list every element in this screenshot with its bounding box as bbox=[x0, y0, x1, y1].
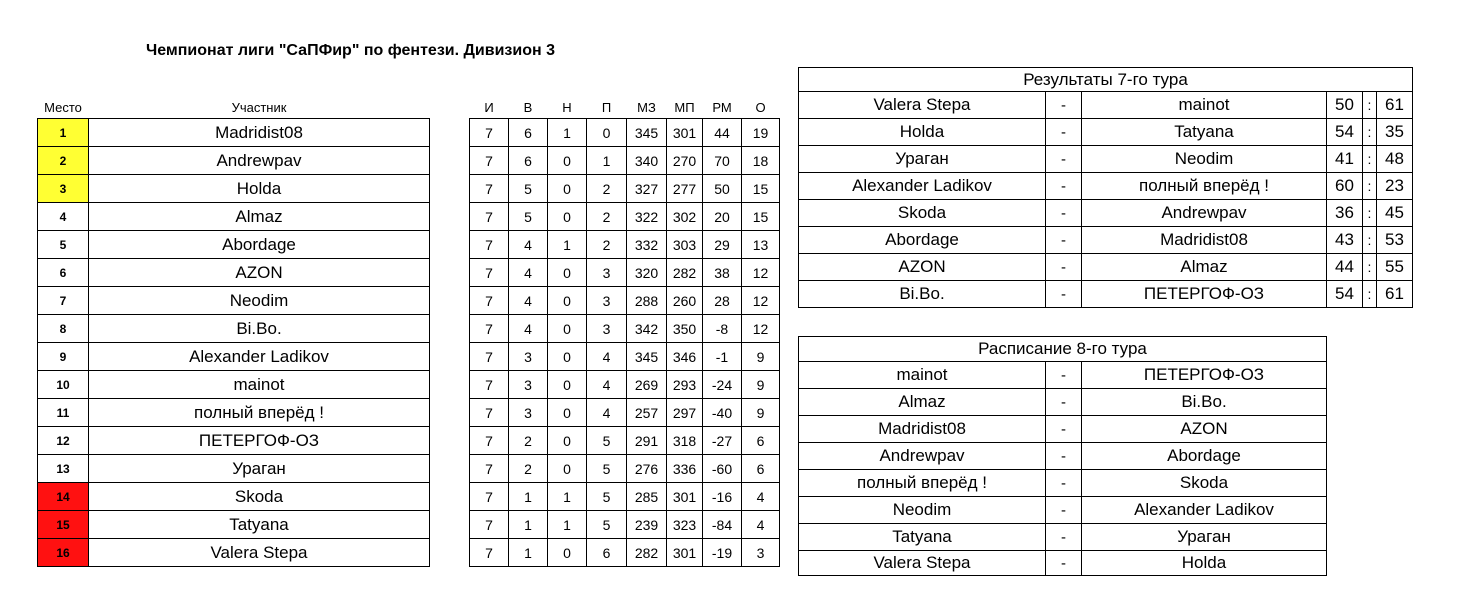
place-cell: 9 bbox=[38, 343, 89, 371]
round-7-results-table bbox=[798, 67, 1413, 308]
vs-dash: - bbox=[1046, 497, 1082, 524]
conceded-cell: 336 bbox=[667, 455, 703, 483]
player-name: Madridist08 bbox=[89, 119, 430, 147]
away-team: Abordage bbox=[1082, 443, 1327, 470]
standings-row bbox=[38, 147, 780, 175]
vs-dash: - bbox=[1046, 173, 1082, 200]
vs-dash: - bbox=[1046, 551, 1082, 576]
conceded-cell: 293 bbox=[667, 371, 703, 399]
home-score: 36 bbox=[1327, 200, 1363, 227]
won-cell: 3 bbox=[509, 343, 548, 371]
place-cell: 2 bbox=[38, 147, 89, 175]
lost-cell: 2 bbox=[587, 175, 627, 203]
schedule-row bbox=[799, 443, 1327, 470]
place-cell: 13 bbox=[38, 455, 89, 483]
away-score: 45 bbox=[1377, 200, 1413, 227]
draw-cell: 0 bbox=[548, 259, 587, 287]
home-team: Holda bbox=[799, 119, 1046, 146]
schedule-row bbox=[799, 362, 1327, 389]
player-name: ПЕТЕРГОФ-ОЗ bbox=[89, 427, 430, 455]
score-separator: : bbox=[1363, 119, 1377, 146]
away-team: Andrewpav bbox=[1082, 200, 1327, 227]
header-conceded: МП bbox=[674, 100, 695, 115]
away-score: 48 bbox=[1377, 146, 1413, 173]
standings-row bbox=[38, 371, 780, 399]
lost-cell: 2 bbox=[587, 231, 627, 259]
away-team: Alexander Ladikov bbox=[1082, 497, 1327, 524]
draw-cell: 0 bbox=[548, 287, 587, 315]
home-score: 43 bbox=[1327, 227, 1363, 254]
conceded-cell: 323 bbox=[667, 511, 703, 539]
standings-row bbox=[38, 259, 780, 287]
points-cell: 15 bbox=[742, 203, 780, 231]
place-cell: 8 bbox=[38, 315, 89, 343]
lost-cell: 5 bbox=[587, 511, 627, 539]
result-row bbox=[799, 200, 1413, 227]
header-scored: МЗ bbox=[637, 100, 656, 115]
lost-cell: 3 bbox=[587, 287, 627, 315]
vs-dash: - bbox=[1046, 119, 1082, 146]
won-cell: 4 bbox=[509, 315, 548, 343]
scored-cell: 345 bbox=[627, 343, 667, 371]
place-cell: 14 bbox=[38, 483, 89, 511]
away-score: 35 bbox=[1377, 119, 1413, 146]
won-cell: 3 bbox=[509, 399, 548, 427]
draw-cell: 0 bbox=[548, 147, 587, 175]
player-name: Ураган bbox=[89, 455, 430, 483]
draw-cell: 1 bbox=[548, 231, 587, 259]
schedule-row bbox=[799, 389, 1327, 416]
draw-cell: 1 bbox=[548, 119, 587, 147]
points-cell: 12 bbox=[742, 315, 780, 343]
home-score: 50 bbox=[1327, 92, 1363, 119]
player-name: Neodim bbox=[89, 287, 430, 315]
schedule-row bbox=[799, 551, 1327, 576]
points-cell: 12 bbox=[742, 259, 780, 287]
points-cell: 15 bbox=[742, 175, 780, 203]
home-team: Neodim bbox=[799, 497, 1046, 524]
home-team: Ураган bbox=[799, 146, 1046, 173]
played-cell: 7 bbox=[470, 427, 509, 455]
schedule-row bbox=[799, 524, 1327, 551]
played-cell: 7 bbox=[470, 399, 509, 427]
scored-cell: 288 bbox=[627, 287, 667, 315]
conceded-cell: 282 bbox=[667, 259, 703, 287]
away-team: mainot bbox=[1082, 92, 1327, 119]
player-name: Andrewpav bbox=[89, 147, 430, 175]
played-cell: 7 bbox=[470, 315, 509, 343]
header-won: В bbox=[523, 100, 533, 115]
player-name: Skoda bbox=[89, 483, 430, 511]
diff-cell: -1 bbox=[703, 343, 742, 371]
schedule-row bbox=[799, 416, 1327, 443]
lost-cell: 5 bbox=[587, 483, 627, 511]
lost-cell: 5 bbox=[587, 455, 627, 483]
away-team: Holda bbox=[1082, 551, 1327, 576]
lost-cell: 6 bbox=[587, 539, 627, 567]
draw-cell: 0 bbox=[548, 175, 587, 203]
header-player: Участник bbox=[231, 100, 287, 115]
round-8-schedule-table bbox=[798, 336, 1327, 576]
home-team: Abordage bbox=[799, 227, 1046, 254]
away-team: полный вперёд ! bbox=[1082, 173, 1327, 200]
points-cell: 4 bbox=[742, 483, 780, 511]
player-name: Abordage bbox=[89, 231, 430, 259]
away-team: Skoda bbox=[1082, 470, 1327, 497]
home-team: Tatyana bbox=[799, 524, 1046, 551]
standings-row bbox=[38, 175, 780, 203]
played-cell: 7 bbox=[470, 259, 509, 287]
player-name: Bi.Bo. bbox=[89, 315, 430, 343]
diff-cell: 20 bbox=[703, 203, 742, 231]
diff-cell: 50 bbox=[703, 175, 742, 203]
vs-dash: - bbox=[1046, 200, 1082, 227]
away-team: Madridist08 bbox=[1082, 227, 1327, 254]
home-team: Almaz bbox=[799, 389, 1046, 416]
won-cell: 2 bbox=[509, 455, 548, 483]
away-team: AZON bbox=[1082, 416, 1327, 443]
home-team: Valera Stepa bbox=[799, 92, 1046, 119]
results-caption: Результаты 7-го тура bbox=[799, 68, 1413, 92]
diff-cell: 38 bbox=[703, 259, 742, 287]
points-cell: 9 bbox=[742, 399, 780, 427]
vs-dash: - bbox=[1046, 92, 1082, 119]
played-cell: 7 bbox=[470, 511, 509, 539]
conceded-cell: 277 bbox=[667, 175, 703, 203]
lost-cell: 4 bbox=[587, 371, 627, 399]
home-score: 60 bbox=[1327, 173, 1363, 200]
away-score: 61 bbox=[1377, 92, 1413, 119]
page-title: Чемпионат лиги "СаПФир" по фентези. Дивизион 3 bbox=[146, 42, 555, 59]
won-cell: 1 bbox=[509, 483, 548, 511]
vs-dash: - bbox=[1046, 362, 1082, 389]
lost-cell: 3 bbox=[587, 259, 627, 287]
place-cell: 16 bbox=[38, 539, 89, 567]
played-cell: 7 bbox=[470, 343, 509, 371]
vs-dash: - bbox=[1046, 146, 1082, 173]
standings-table bbox=[37, 94, 780, 567]
points-cell: 18 bbox=[742, 147, 780, 175]
played-cell: 7 bbox=[470, 119, 509, 147]
standings-row bbox=[38, 427, 780, 455]
vs-dash: - bbox=[1046, 281, 1082, 308]
diff-cell: -27 bbox=[703, 427, 742, 455]
home-score: 41 bbox=[1327, 146, 1363, 173]
vs-dash: - bbox=[1046, 443, 1082, 470]
schedule-row bbox=[799, 497, 1327, 524]
score-separator: : bbox=[1363, 281, 1377, 308]
played-cell: 7 bbox=[470, 483, 509, 511]
played-cell: 7 bbox=[470, 175, 509, 203]
vs-dash: - bbox=[1046, 254, 1082, 281]
vs-dash: - bbox=[1046, 470, 1082, 497]
result-row bbox=[799, 173, 1413, 200]
won-cell: 6 bbox=[509, 147, 548, 175]
conceded-cell: 301 bbox=[667, 483, 703, 511]
score-separator: : bbox=[1363, 146, 1377, 173]
standings-row bbox=[38, 483, 780, 511]
result-row bbox=[799, 92, 1413, 119]
draw-cell: 1 bbox=[548, 483, 587, 511]
won-cell: 1 bbox=[509, 511, 548, 539]
won-cell: 4 bbox=[509, 287, 548, 315]
played-cell: 7 bbox=[470, 203, 509, 231]
conceded-cell: 350 bbox=[667, 315, 703, 343]
draw-cell: 0 bbox=[548, 315, 587, 343]
result-row bbox=[799, 254, 1413, 281]
result-row bbox=[799, 146, 1413, 173]
home-team: Skoda bbox=[799, 200, 1046, 227]
won-cell: 5 bbox=[509, 203, 548, 231]
scored-cell: 269 bbox=[627, 371, 667, 399]
scored-cell: 320 bbox=[627, 259, 667, 287]
home-team: AZON bbox=[799, 254, 1046, 281]
place-cell: 10 bbox=[38, 371, 89, 399]
standings-row bbox=[38, 203, 780, 231]
diff-cell: -40 bbox=[703, 399, 742, 427]
points-cell: 13 bbox=[742, 231, 780, 259]
won-cell: 1 bbox=[509, 539, 548, 567]
conceded-cell: 297 bbox=[667, 399, 703, 427]
scored-cell: 282 bbox=[627, 539, 667, 567]
played-cell: 7 bbox=[470, 455, 509, 483]
place-cell: 5 bbox=[38, 231, 89, 259]
standings-row bbox=[38, 343, 780, 371]
result-row bbox=[799, 119, 1413, 146]
away-team: ПЕТЕРГОФ-ОЗ bbox=[1082, 281, 1327, 308]
home-team: Andrewpav bbox=[799, 443, 1046, 470]
header-played: И bbox=[484, 100, 494, 115]
played-cell: 7 bbox=[470, 287, 509, 315]
conceded-cell: 260 bbox=[667, 287, 703, 315]
conceded-cell: 270 bbox=[667, 147, 703, 175]
points-cell: 6 bbox=[742, 455, 780, 483]
scored-cell: 342 bbox=[627, 315, 667, 343]
scored-cell: 276 bbox=[627, 455, 667, 483]
standings-row bbox=[38, 455, 780, 483]
conceded-cell: 301 bbox=[667, 539, 703, 567]
header-lost: П bbox=[601, 100, 612, 115]
diff-cell: 44 bbox=[703, 119, 742, 147]
scored-cell: 332 bbox=[627, 231, 667, 259]
won-cell: 2 bbox=[509, 427, 548, 455]
scored-cell: 257 bbox=[627, 399, 667, 427]
place-cell: 15 bbox=[38, 511, 89, 539]
vs-dash: - bbox=[1046, 416, 1082, 443]
player-name: Tatyana bbox=[89, 511, 430, 539]
score-separator: : bbox=[1363, 92, 1377, 119]
diff-cell: -60 bbox=[703, 455, 742, 483]
draw-cell: 0 bbox=[548, 399, 587, 427]
conceded-cell: 318 bbox=[667, 427, 703, 455]
home-team: Valera Stepa bbox=[799, 551, 1046, 576]
score-separator: : bbox=[1363, 227, 1377, 254]
home-score: 44 bbox=[1327, 254, 1363, 281]
scored-cell: 239 bbox=[627, 511, 667, 539]
played-cell: 7 bbox=[470, 539, 509, 567]
away-team: ПЕТЕРГОФ-ОЗ bbox=[1082, 362, 1327, 389]
points-cell: 9 bbox=[742, 371, 780, 399]
home-team: Bi.Bo. bbox=[799, 281, 1046, 308]
points-cell: 9 bbox=[742, 343, 780, 371]
standings-row bbox=[38, 511, 780, 539]
played-cell: 7 bbox=[470, 371, 509, 399]
player-name: mainot bbox=[89, 371, 430, 399]
place-cell: 7 bbox=[38, 287, 89, 315]
draw-cell: 0 bbox=[548, 539, 587, 567]
diff-cell: -8 bbox=[703, 315, 742, 343]
player-name: Alexander Ladikov bbox=[89, 343, 430, 371]
points-cell: 6 bbox=[742, 427, 780, 455]
score-separator: : bbox=[1363, 200, 1377, 227]
lost-cell: 1 bbox=[587, 147, 627, 175]
conceded-cell: 346 bbox=[667, 343, 703, 371]
header-draw: Н bbox=[562, 100, 572, 115]
header-diff: РМ bbox=[712, 100, 732, 115]
place-cell: 12 bbox=[38, 427, 89, 455]
diff-cell: 28 bbox=[703, 287, 742, 315]
home-team: полный вперёд ! bbox=[799, 470, 1046, 497]
won-cell: 4 bbox=[509, 259, 548, 287]
points-cell: 3 bbox=[742, 539, 780, 567]
conceded-cell: 301 bbox=[667, 119, 703, 147]
draw-cell: 0 bbox=[548, 455, 587, 483]
away-score: 61 bbox=[1377, 281, 1413, 308]
standings-row bbox=[38, 287, 780, 315]
player-name: Valera Stepa bbox=[89, 539, 430, 567]
away-team: Tatyana bbox=[1082, 119, 1327, 146]
scored-cell: 322 bbox=[627, 203, 667, 231]
diff-cell: 29 bbox=[703, 231, 742, 259]
score-separator: : bbox=[1363, 173, 1377, 200]
schedule-row bbox=[799, 470, 1327, 497]
lost-cell: 2 bbox=[587, 203, 627, 231]
away-team: Almaz bbox=[1082, 254, 1327, 281]
diff-cell: -16 bbox=[703, 483, 742, 511]
points-cell: 19 bbox=[742, 119, 780, 147]
draw-cell: 0 bbox=[548, 371, 587, 399]
away-team: Bi.Bo. bbox=[1082, 389, 1327, 416]
home-score: 54 bbox=[1327, 119, 1363, 146]
away-score: 23 bbox=[1377, 173, 1413, 200]
diff-cell: -19 bbox=[703, 539, 742, 567]
won-cell: 4 bbox=[509, 231, 548, 259]
conceded-cell: 303 bbox=[667, 231, 703, 259]
place-cell: 3 bbox=[38, 175, 89, 203]
standings-row bbox=[38, 119, 780, 147]
played-cell: 7 bbox=[470, 147, 509, 175]
diff-cell: -24 bbox=[703, 371, 742, 399]
diff-cell: -84 bbox=[703, 511, 742, 539]
result-row bbox=[799, 227, 1413, 254]
scored-cell: 291 bbox=[627, 427, 667, 455]
won-cell: 6 bbox=[509, 119, 548, 147]
place-cell: 4 bbox=[38, 203, 89, 231]
lost-cell: 0 bbox=[587, 119, 627, 147]
diff-cell: 70 bbox=[703, 147, 742, 175]
lost-cell: 5 bbox=[587, 427, 627, 455]
player-name: полный вперёд ! bbox=[89, 399, 430, 427]
vs-dash: - bbox=[1046, 227, 1082, 254]
standings-row bbox=[38, 315, 780, 343]
scored-cell: 285 bbox=[627, 483, 667, 511]
standings-row bbox=[38, 539, 780, 567]
scored-cell: 345 bbox=[627, 119, 667, 147]
standings-row bbox=[38, 231, 780, 259]
draw-cell: 0 bbox=[548, 203, 587, 231]
standings-row bbox=[38, 399, 780, 427]
away-team: Ураган bbox=[1082, 524, 1327, 551]
played-cell: 7 bbox=[470, 231, 509, 259]
away-score: 55 bbox=[1377, 254, 1413, 281]
scored-cell: 327 bbox=[627, 175, 667, 203]
points-cell: 4 bbox=[742, 511, 780, 539]
place-cell: 1 bbox=[38, 119, 89, 147]
lost-cell: 3 bbox=[587, 315, 627, 343]
away-score: 53 bbox=[1377, 227, 1413, 254]
draw-cell: 1 bbox=[548, 511, 587, 539]
home-team: Alexander Ladikov bbox=[799, 173, 1046, 200]
vs-dash: - bbox=[1046, 389, 1082, 416]
standings-header-row bbox=[38, 94, 780, 119]
player-name: Holda bbox=[89, 175, 430, 203]
score-separator: : bbox=[1363, 254, 1377, 281]
conceded-cell: 302 bbox=[667, 203, 703, 231]
place-cell: 6 bbox=[38, 259, 89, 287]
vs-dash: - bbox=[1046, 524, 1082, 551]
player-name: AZON bbox=[89, 259, 430, 287]
player-name: Almaz bbox=[89, 203, 430, 231]
result-row bbox=[799, 281, 1413, 308]
away-team: Neodim bbox=[1082, 146, 1327, 173]
header-place: Место bbox=[44, 100, 82, 115]
home-team: Madridist08 bbox=[799, 416, 1046, 443]
scored-cell: 340 bbox=[627, 147, 667, 175]
lost-cell: 4 bbox=[587, 399, 627, 427]
points-cell: 12 bbox=[742, 287, 780, 315]
home-score: 54 bbox=[1327, 281, 1363, 308]
home-team: mainot bbox=[799, 362, 1046, 389]
draw-cell: 0 bbox=[548, 427, 587, 455]
won-cell: 5 bbox=[509, 175, 548, 203]
won-cell: 3 bbox=[509, 371, 548, 399]
place-cell: 11 bbox=[38, 399, 89, 427]
lost-cell: 4 bbox=[587, 343, 627, 371]
schedule-caption: Расписание 8-го тура bbox=[799, 337, 1327, 362]
draw-cell: 0 bbox=[548, 343, 587, 371]
header-points: О bbox=[755, 100, 766, 115]
